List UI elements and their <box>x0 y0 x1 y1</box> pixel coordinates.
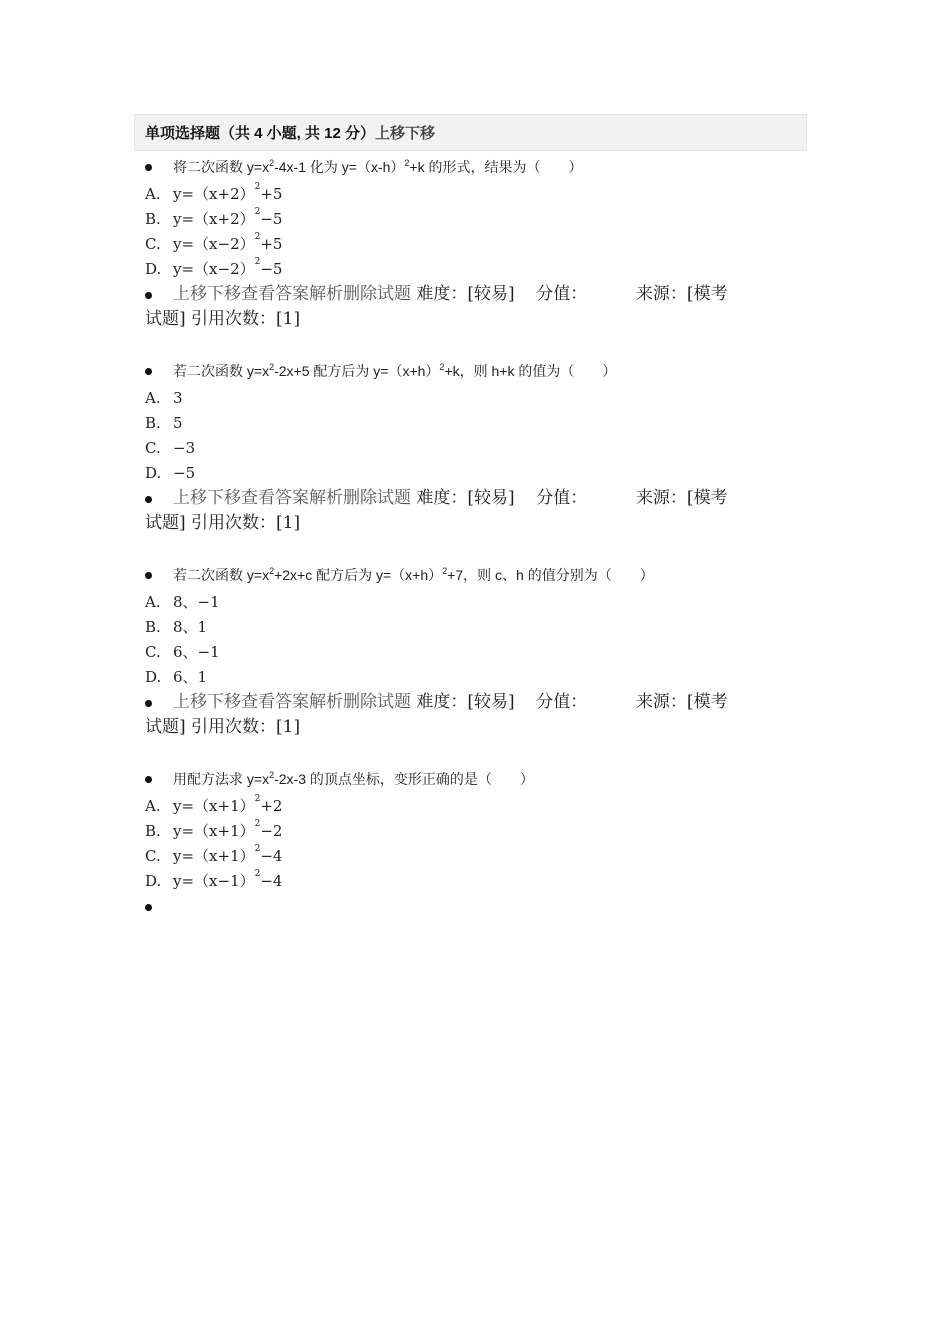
option-a[interactable]: A. 3 <box>145 389 183 407</box>
option-c[interactable]: C. −3 <box>145 439 196 457</box>
option-c[interactable]: C. 6、−1 <box>145 643 220 661</box>
bullet-icon <box>145 700 152 707</box>
section-move-links[interactable]: 上移下移 <box>375 125 436 142</box>
option-b[interactable]: B. $y=(x+1)^2-2$ <box>145 819 283 840</box>
bullet-icon <box>145 904 152 911</box>
section-header <box>134 114 807 151</box>
option-c[interactable]: C. $y=(x-2)^2+5$ <box>145 232 283 253</box>
option-a[interactable]: A. $y=(x+1)^2+2$ <box>145 794 283 815</box>
option-b[interactable]: B. $y=(x+2)^2-5$ <box>145 207 283 228</box>
question-actions[interactable]: 上移下移查看答案解析删除试题 <box>173 284 411 304</box>
bullet-icon <box>145 164 152 171</box>
section-title: 单项选择题（共 4 小题, 共 12 分） <box>145 125 376 142</box>
question-stem: 若二次函数 $y=x^2-2x+5$ 配方后为 $y=(x+h)^2+k$，则 h+k 的值为（ ） <box>145 356 805 386</box>
option-d[interactable]: D. 6、1 <box>145 668 208 686</box>
bullet-icon <box>145 776 152 783</box>
bullet-icon <box>145 368 152 375</box>
question-3 <box>145 560 805 740</box>
question-actions[interactable]: 上移下移查看答案解析删除试题 <box>173 488 411 508</box>
option-d[interactable]: D. $y=(x-1)^2-4$ <box>145 869 283 890</box>
option-d[interactable]: D. $y=(x-2)^2-5$ <box>145 257 283 278</box>
option-b[interactable]: B. 5 <box>145 414 183 432</box>
question-stem: 将二次函数 $y=x^2-4x-1$ 化为 $y=(x-h)^2+k$ 的形式，结果为（ ） <box>145 152 805 182</box>
question-meta: 上移下移查看答案解析删除试题 难度：[较易] 分值： 来源：[模考 试题] 引用次数：[1] <box>145 284 728 329</box>
question-meta: 上移下移查看答案解析删除试题 难度：[较易] 分值： 来源：[模考 试题] 引用次数：[1] <box>145 488 728 533</box>
option-b[interactable]: B. 8、1 <box>145 618 208 636</box>
option-d[interactable]: D. −5 <box>145 464 196 482</box>
question-1 <box>145 152 805 332</box>
question-meta: 上移下移查看答案解析删除试题 难度：[较易] 分值： 来源：[模考 试题] 引用次数：[1] <box>145 692 728 737</box>
question-list <box>145 152 805 922</box>
option-c[interactable]: C. $y=(x+1)^2-4$ <box>145 844 283 865</box>
question-stem: 若二次函数 $y=x^2+2x+c$ 配方后为 $y=(x+h)^2+7$，则 c、h 的值分别为（ ） <box>145 560 805 590</box>
question-4 <box>145 764 805 922</box>
option-a[interactable]: A. $y=(x+2)^2+5$ <box>145 182 283 203</box>
question-2 <box>145 356 805 536</box>
bullet-icon <box>145 572 152 579</box>
option-a[interactable]: A. 8、−1 <box>145 593 220 611</box>
question-stem: 用配方法求 $y=x^2-2x-3$ 的顶点坐标，变形正确的是（ ） <box>145 764 805 794</box>
question-meta-empty <box>145 894 805 922</box>
bullet-icon <box>145 496 152 503</box>
bullet-icon <box>145 292 152 299</box>
question-actions[interactable]: 上移下移查看答案解析删除试题 <box>173 692 411 712</box>
